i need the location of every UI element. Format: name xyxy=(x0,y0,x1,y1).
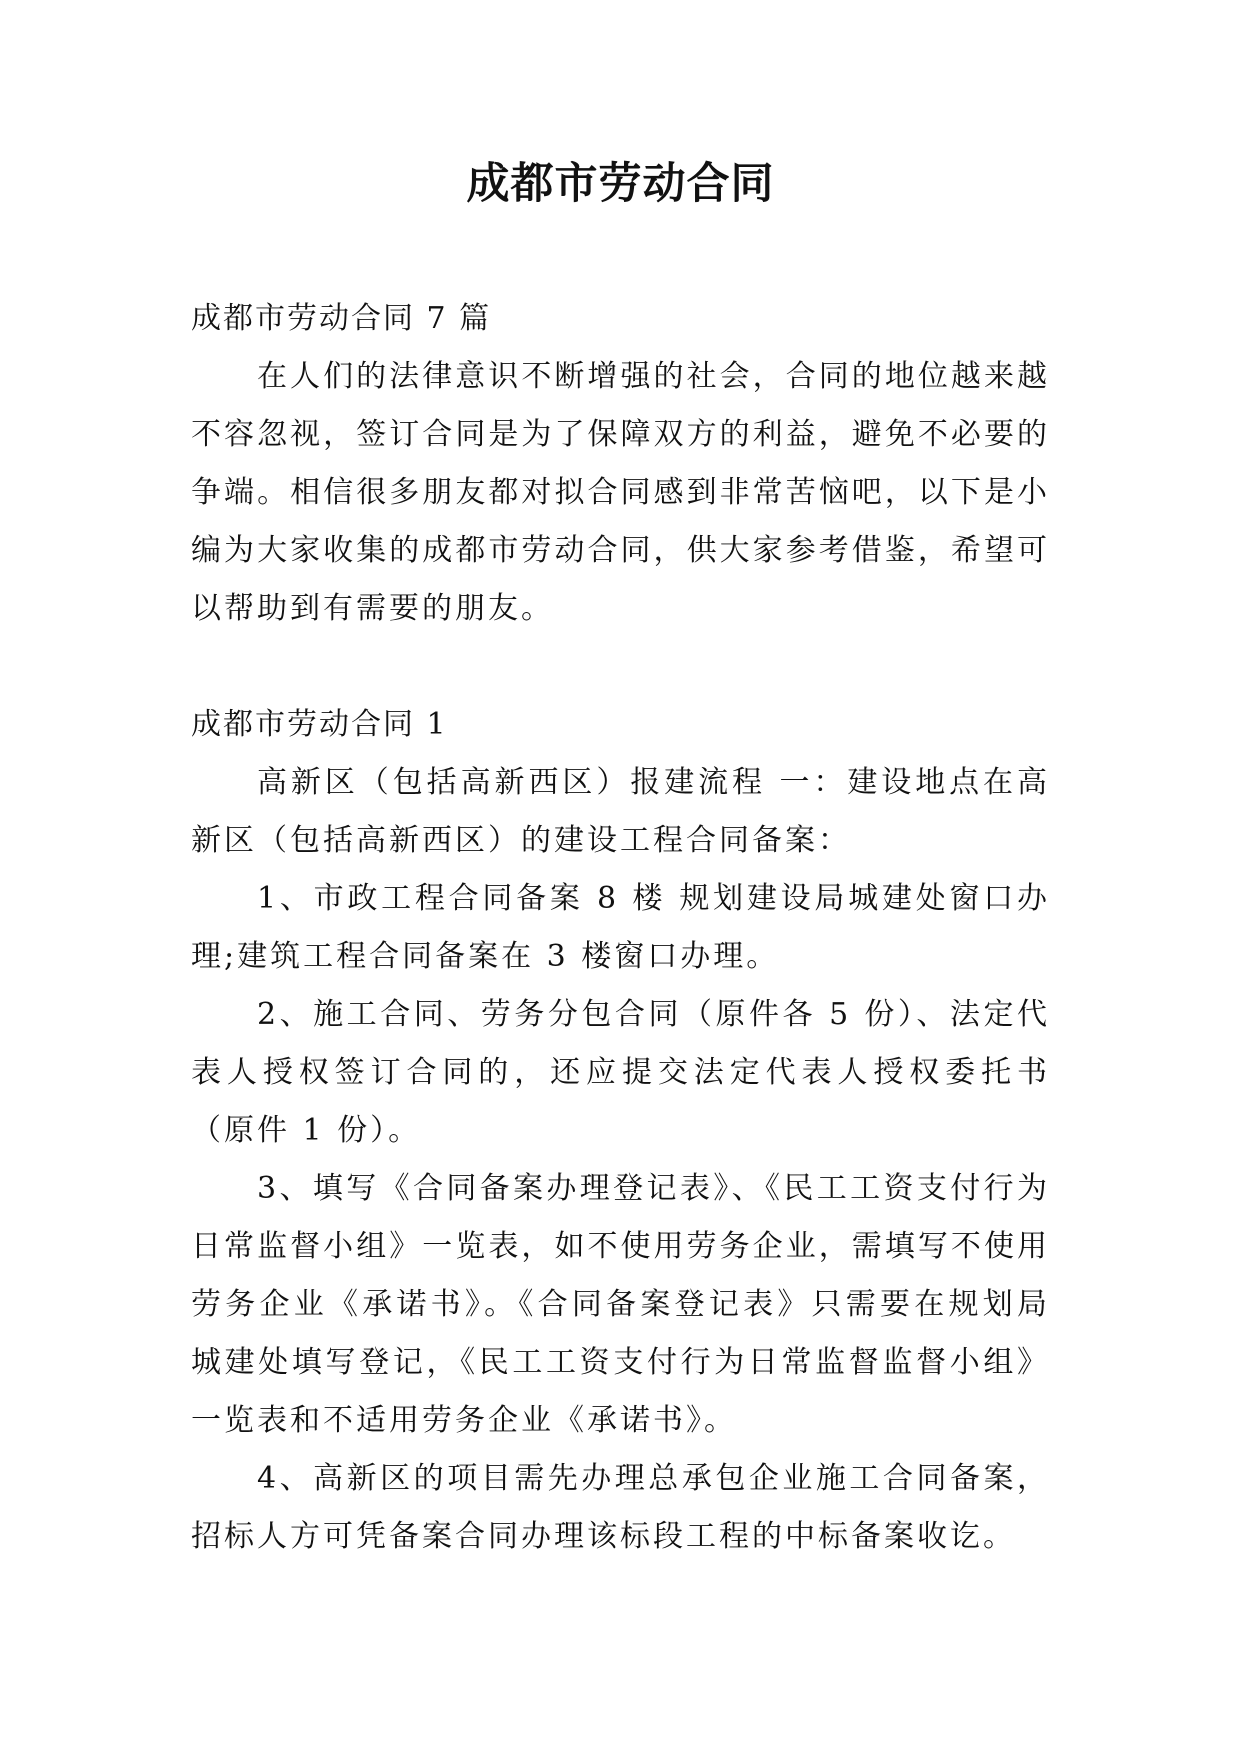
document-body xyxy=(191,290,1050,1566)
intro-paragraph: 在人们的法律意识不断增强的社会，合同的地位越来越不容忽视，签订合同是为了保障双方的利益，避免不必要的争端。相信很多朋友都对拟合同感到非常苦恼吧，以下是小编为大家收集的成都市劳动合同，供大家参考借鉴，希望可以帮助到有需要的朋友。 xyxy=(191,359,1050,626)
paragraph-item-3: 3、填写《合同备案办理登记表》、《民工工资支付行为日常监督小组》一览表，如不使用劳务企业，需填写不使用劳务企业《承诺书》。《合同备案登记表》只需要在规划局城建处填写登记，《民工工资支付行为日常监督监督小组》一览表和不适用劳务企业《承诺书》。 xyxy=(191,1171,1050,1438)
section-heading: 成都市劳动合同 1 xyxy=(191,707,448,742)
document-title: 成都市劳动合同 xyxy=(466,159,775,209)
section-spacer xyxy=(191,638,1050,696)
paragraph-item-4: 4、高新区的项目需先办理总承包企业施工合同备案，招标人方可凭备案合同办理该标段工程的中标备案收讫。 xyxy=(191,1461,1050,1554)
paragraph-item-1: 1、市政工程合同备案 8 楼 规划建设局城建处窗口办理;建筑工程合同备案在 3 楼窗口办理。 xyxy=(191,881,1050,974)
paragraph-item-2: 2、施工合同、劳务分包合同（原件各 5 份）、法定代表人授权签订合同的，还应提交法定代表人授权委托书 （原件 1 份）。 xyxy=(191,997,1050,1148)
document-subtitle: 成都市劳动合同 7 篇 xyxy=(191,301,492,336)
paragraph-process-intro: 高新区（包括高新西区）报建流程 一：建设地点在高新区（包括高新西区）的建设工程合同备案： xyxy=(191,765,1050,858)
